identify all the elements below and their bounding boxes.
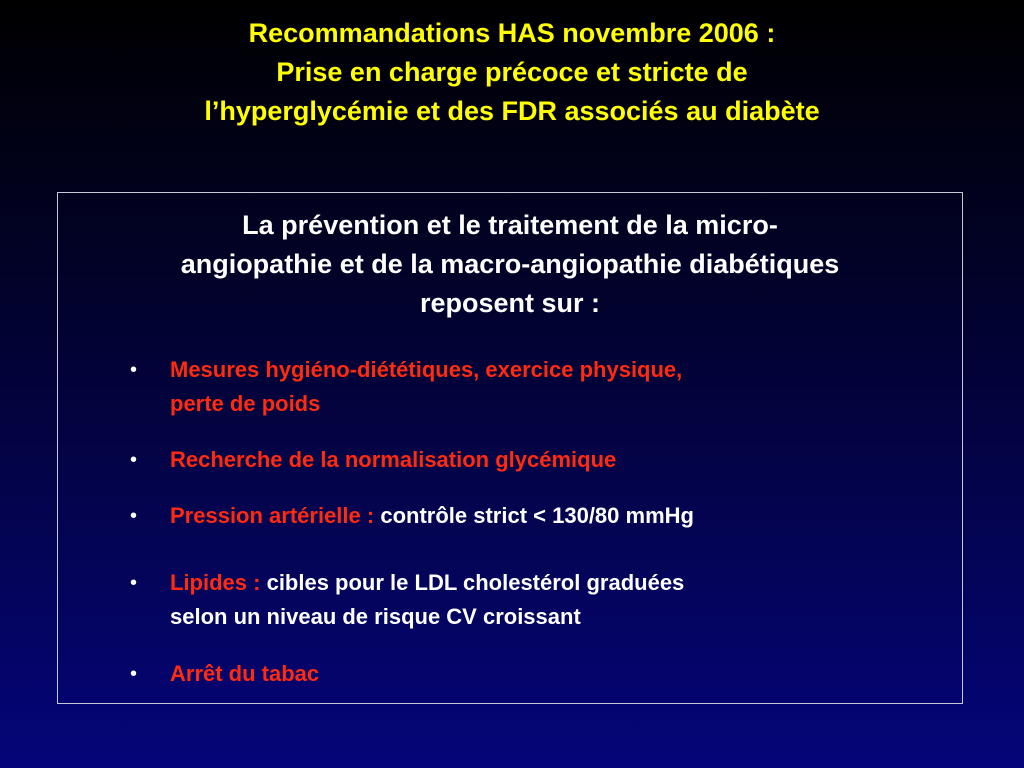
bullet-dot-icon: • (130, 449, 138, 471)
box-heading-line-3: reposent sur : (419, 288, 601, 318)
box-heading-line-2: angiopathie et de la macro-angiopathie diabétiques (180, 249, 840, 279)
bullet-detail: contrôle strict < 130/80 mmHg (380, 503, 694, 528)
title-line-3: l’hyperglycémie et des FDR associés au diabète (204, 96, 820, 126)
bullet-line: selon un niveau de risque CV croissant (170, 604, 581, 629)
bullet-dot-icon: • (130, 572, 138, 594)
bullet-dot-icon: • (130, 505, 138, 527)
bullet-text (170, 566, 890, 634)
bullet-text (170, 443, 890, 477)
box-heading-line-1: La prévention et le traitement de la micro- (242, 210, 778, 240)
bullet-text (170, 499, 890, 533)
bullet-label: Lipides : (170, 570, 261, 595)
bullet-detail: cibles pour le LDL cholestérol graduées (266, 570, 685, 595)
bullet-line (170, 566, 890, 600)
bullet-line (170, 499, 890, 533)
bullet-line: Arrêt du tabac (170, 661, 320, 686)
bullet-text (170, 353, 890, 421)
bullet-dot-icon: • (130, 663, 138, 685)
box-heading (58, 206, 962, 323)
slide-title (0, 14, 1024, 131)
bullet-dot-icon: • (130, 359, 138, 381)
bullet-label: Pression artérielle : (170, 503, 375, 528)
bullet-line: perte de poids (170, 391, 321, 416)
bullet-line: Recherche de la normalisation glycémique (170, 447, 617, 472)
title-line-2: Prise en charge précoce et stricte de (276, 57, 748, 87)
bullet-line: Mesures hygiéno-diététiques, exercice physique, (170, 357, 683, 382)
bullet-text (170, 657, 890, 691)
title-line-1: Recommandations HAS novembre 2006 : (248, 18, 776, 48)
content-box (57, 192, 963, 704)
